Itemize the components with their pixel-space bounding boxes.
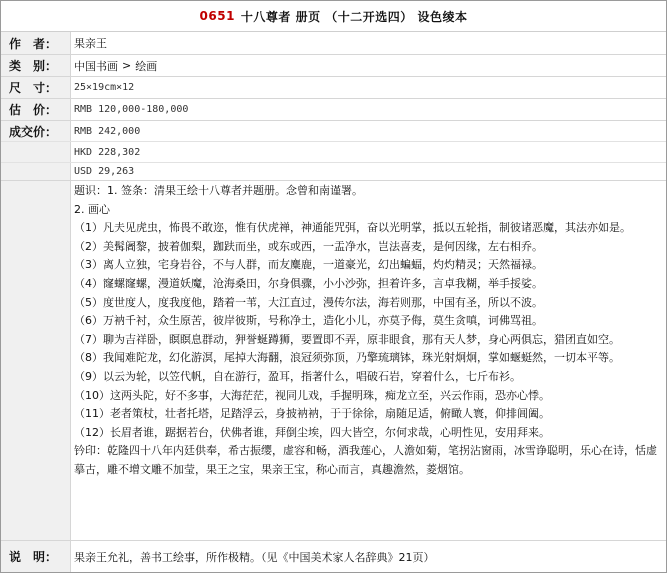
description-line: 钤印：乾隆四十八年内廷供奉，希古振缨，虚容和畅，酒我莲心，人澹如菊，笔拐沾窗雨，冰雪诤聪明，乐心在诗，恬虚摹古，雕不增文雕不加莹，果王之宝，果亲王宝，称心而言，真趣澹然，菱烟馆。 (74, 444, 657, 476)
sold-price-row-usd (1, 163, 666, 181)
sold-price-label-blank (1, 163, 71, 180)
description-row (1, 181, 666, 541)
breadcrumb-separator: > (122, 59, 132, 72)
description-line: 题识：1. 签条：清果王绘十八尊者并题册。念曾和南谨署。 (74, 184, 363, 197)
category-row (1, 55, 666, 77)
description-text (71, 181, 666, 540)
sold-price-label-blank (1, 142, 71, 162)
lot-number: 0651 (199, 9, 235, 23)
description-line: （5）度世度人，度我度他，踏着一苇，大江直过，漫传尔法，海若则那，中国有圣，所以不波。 (74, 295, 543, 309)
description-line: （7）聊为吉祥卧，瞑瞑息群动，狎誉蜒蹲狮，要置即不弄，原非眼食，那有天人梦，身心两俱忘，猎团直如空。 (74, 332, 620, 346)
size-value: 25×19cm×12 (74, 82, 135, 93)
author-value (71, 32, 666, 54)
description-line: 2. 画心 (74, 202, 110, 216)
sold-price-label: 成交价： (1, 121, 71, 141)
note-value: 果亲王允礼，善书工绘事，所作极精。（见《中国美术家人名辞典》21页） (74, 550, 435, 564)
author-label: 作 者： (1, 32, 71, 54)
sold-price-hkd: HKD 228,302 (74, 146, 141, 158)
description-line: （10）这两头陀，好不多事，大海茫茫，视同儿戏，手握明珠，痴龙立至，兴云作雨，恐亦心悸。 (74, 388, 550, 402)
description-line: （4）窿螺窿螺，漫道妖魔，沧海桑田，尔身俱骤，小小沙弥，担着许多，言卓我糊，举手挼娑。 (74, 276, 543, 290)
estimate-row (1, 99, 666, 121)
category-link-level1[interactable]: 中国书画 (74, 59, 118, 73)
description-line: （1）凡夫见虎虫，怖畏不敢迩，惟有伏虎禅，神通能咒弭，奋以光明掌，抵以五轮指，制彼诸恶魔，其法亦如是。 (74, 221, 631, 235)
sold-price-row-rmb (1, 121, 666, 142)
category-link-level2[interactable]: 绘画 (135, 59, 158, 73)
description-label-blank (1, 181, 71, 540)
sold-price-rmb: RMB 242,000 (74, 125, 141, 137)
note-label: 说 明： (1, 541, 71, 572)
sold-price-usd: USD 29,263 (74, 166, 135, 177)
category-label: 类 别： (1, 55, 71, 76)
size-label: 尺 寸： (1, 77, 71, 98)
lot-title-bar (1, 1, 666, 32)
description-line: （3）离人立独，宅身岩谷，不与人群，而友麋鹿，一道豪光，幻出蝙蝠，灼灼精灵；天然福禄。 (74, 258, 543, 272)
description-line: （8）我闻难陀龙，幻化游溟，尾掉大海翻，浪冠须弥顶，乃擎琉璃钵，珠光射炯炯，掌如蝘蜓然，一切本平等。 (74, 351, 620, 365)
note-row (1, 541, 666, 572)
lot-title: 十八尊者 册页 （十二开选四） 设色绫本 (240, 9, 468, 24)
sold-price-row-hkd (1, 142, 666, 163)
size-row (1, 77, 666, 99)
description-line: （2）美髯阇黎，披着伽梨，跏趺而坐，或东或西，一盂净水，岂法喜麦，是何因缘，左右相乔。 (74, 239, 543, 253)
estimate-value: RMB 120,000-180,000 (74, 104, 189, 115)
author-row (1, 32, 666, 55)
description-line: （11）老者策杖，壮者托塔，足踏浮云，身披衲衲，于于徐徐，扇随足适，俯瞰人寰，仰排阊阖。 (74, 407, 550, 421)
category-value (71, 55, 666, 76)
description-line: （9）以云为轮，以笠代帆，自在游行，盈耳，指著什么，唱破石岩，穿着什么，七斤布衫。 (74, 369, 521, 383)
description-line: （12）长眉者谁，踞据若台，伏佛者谁，拜倒尘埃，四大皆空，尔何求哉，心明性见，安用拜来。 (74, 425, 550, 439)
author-link[interactable]: 果亲王 (74, 37, 107, 50)
estimate-label: 估 价： (1, 99, 71, 120)
description-line: （6）万衲千衬，众生原苦，彼岸彼斯，号称净土，造化小儿，亦莫予侮，莫生贪嗔，诃佛骂祖。 (74, 314, 543, 328)
